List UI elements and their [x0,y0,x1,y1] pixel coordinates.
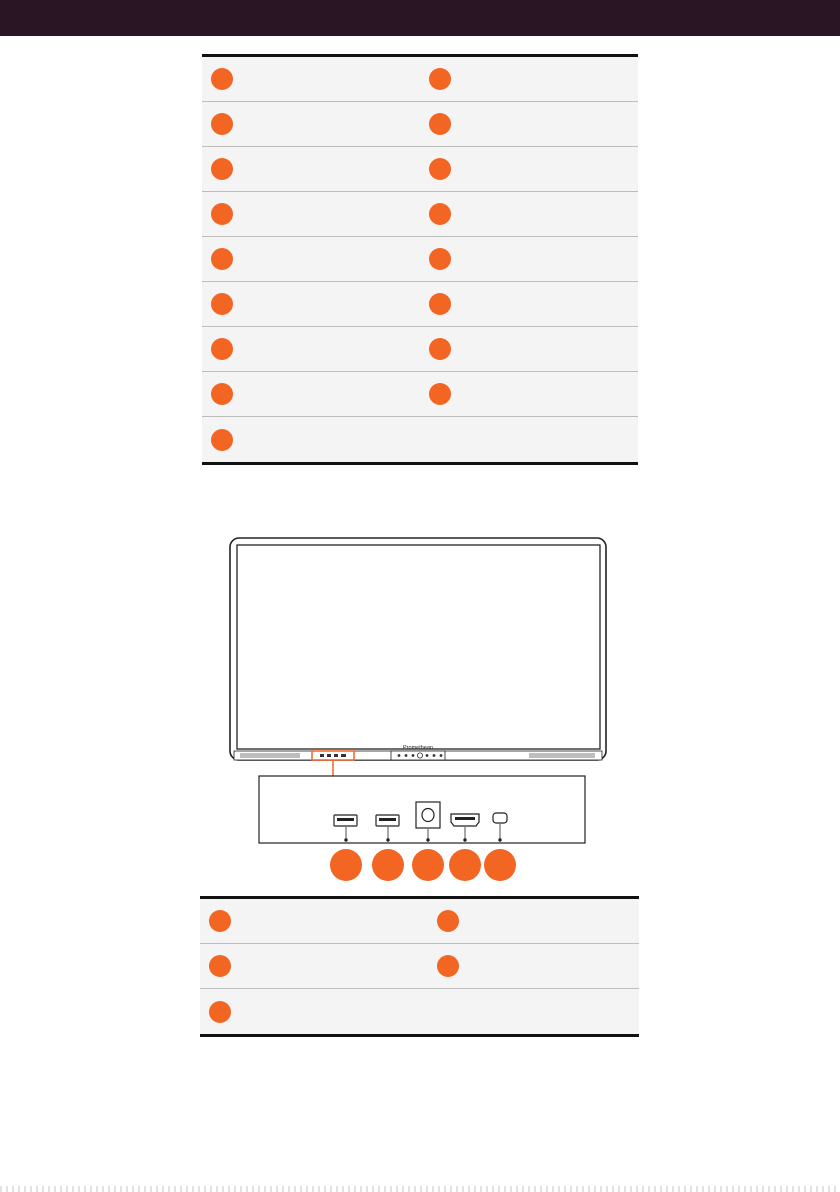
legend-table-bottom [200,896,639,1037]
orange-dot-icon [209,1001,231,1023]
footer-dotted-rule [0,1186,840,1192]
callout-dot [372,849,404,881]
orange-dot-icon [209,910,231,932]
orange-dot-icon [209,955,231,977]
legend-cell [200,899,428,943]
legend-cell [200,944,428,988]
usb-b-port [416,802,440,828]
callout-dot [449,849,481,881]
table-row [200,989,639,1034]
legend-cell [428,944,639,988]
usb-a-port [376,815,399,826]
hdmi-port [451,814,479,826]
orange-dot-icon [437,910,459,932]
callout-dot [412,849,444,881]
table-row [200,899,639,944]
usb-c-port [493,813,507,823]
table-row [200,944,639,989]
legend-cell [428,899,639,943]
control-panel [391,751,445,760]
usb-a-port [334,815,357,826]
display-outline [230,538,606,760]
callout-dot [330,849,362,881]
callout-dot [484,849,516,881]
brand-logo: Promethean [403,745,433,751]
legend-cell [200,989,428,1034]
orange-dot-icon [437,955,459,977]
